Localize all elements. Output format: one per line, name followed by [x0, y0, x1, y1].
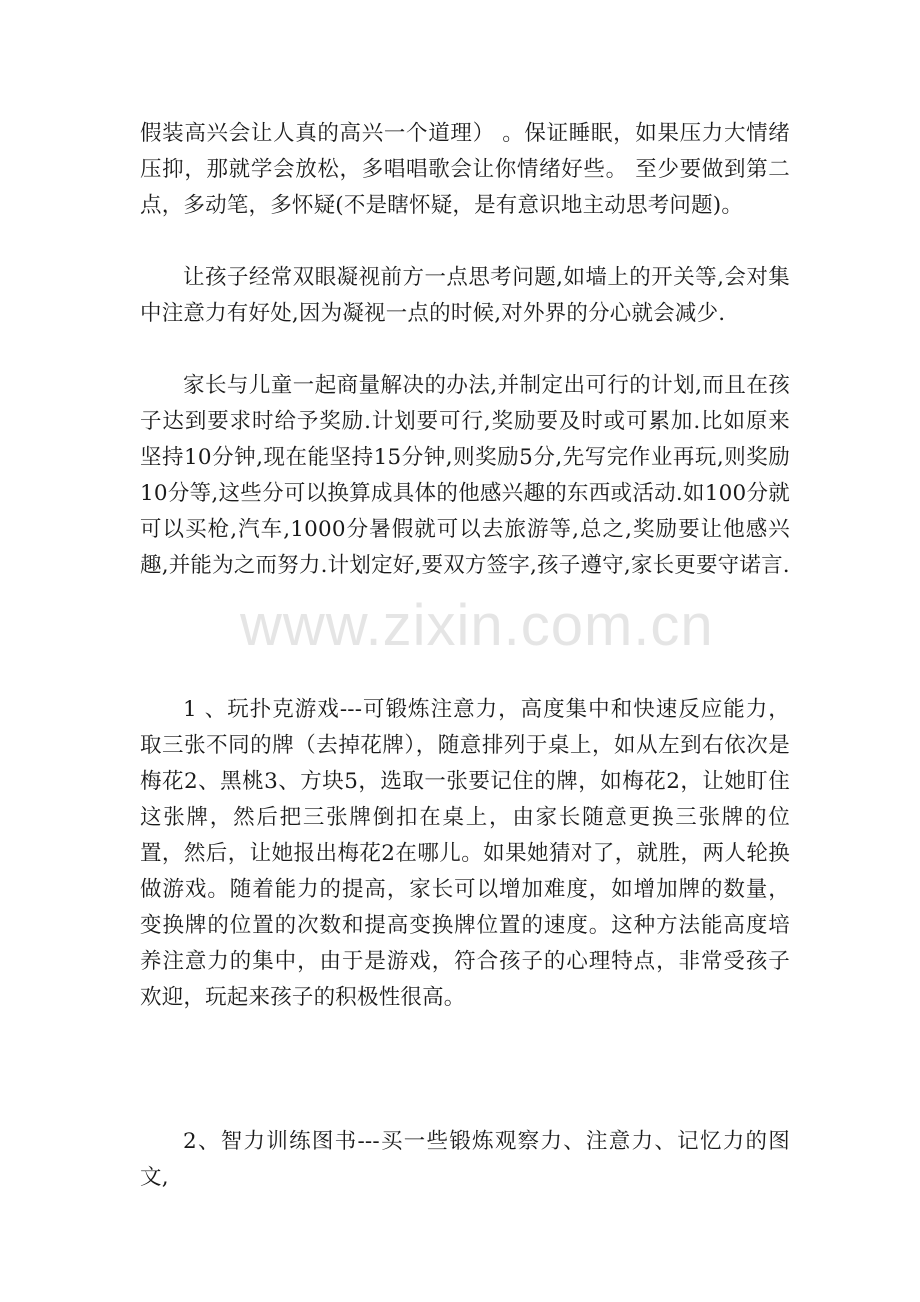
paragraph-training-books: 2、智力训练图书---买一些锻炼观察力、注意力、记忆力的图文, — [140, 1129, 790, 1190]
paragraph-gaze-focus: 让孩子经常双眼凝视前方一点思考问题,如墙上的开关等,会对集中注意力有好处,因为凝视一点的时候,对外界的分心就会减少. — [140, 265, 790, 326]
paragraph-sleep-advice: 假装高兴会让人真的高兴一个道理） 。保证睡眠，如果压力大情绪压抑，那就学会放松，多唱唱歌会让你情绪好些。 至少要做到第二点，多动笔，多怀疑(不是瞎怀疑，是有意识地主动思考问题)。 — [140, 121, 790, 218]
paragraph-reward-plan: 家长与儿童一起商量解决的办法,并制定出可行的计划,而且在孩子达到要求时给予奖励.计划要可行,奖励要及时或可累加.比如原来坚持10分钟,现在能坚持15分钟,则奖励5分,先写完作业再玩,则奖励10分等,这些分可以换算成具体的他感兴趣的东西或活动.如100分就可以买枪,汽车,1000分暑假就可以去旅游等,总之,奖励要让他感兴趣,并能为之而努力.计划定好,要双方签字,孩子遵守,家长更要守诺言. — [140, 373, 790, 578]
watermark: www.zixin.com.cn — [240, 593, 714, 658]
paragraph-poker-game: 1 、玩扑克游戏---可锻炼注意力，高度集中和快速反应能力，取三张不同的牌（去掉花牌），随意排列于桌上，如从左到右依次是梅花2、黑桃3、方块5，选取一张要记住的牌，如梅花2，让她盯住这张牌，然后把三张牌倒扣在桌上，由家长随意更换三张牌的位置，然后，让她报出梅花2在哪儿。如果她猜对了，就胜，两人轮换做游戏。随着能力的提高，家长可以增加难度，如增加牌的数量，变换牌的位置的次数和提高变换牌位置的速度。这种方法能高度培养注意力的集中，由于是游戏，符合孩子的心理特点，非常受孩子欢迎，玩起来孩子的积极性很高。 — [140, 697, 790, 1010]
